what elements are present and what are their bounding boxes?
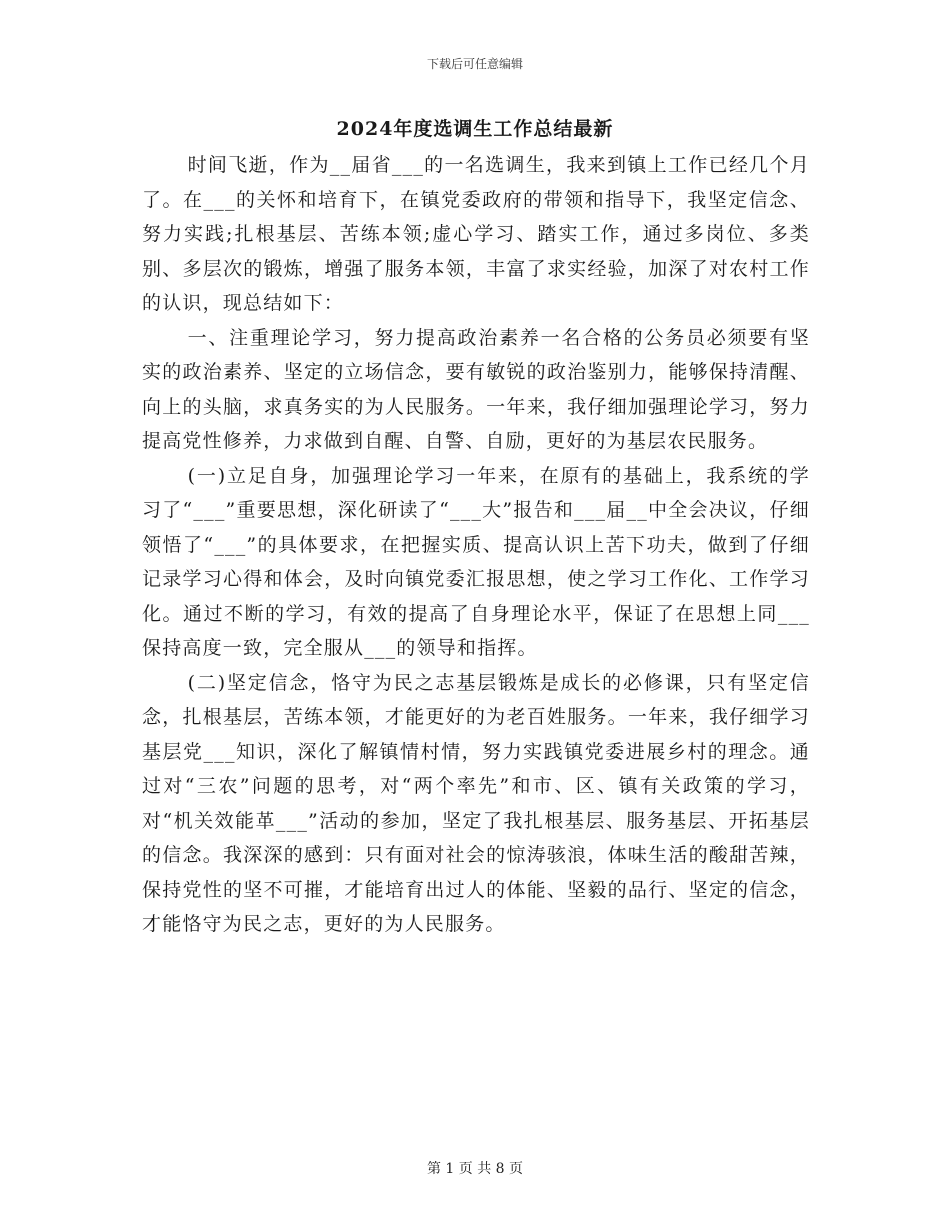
paragraph-subsection-1: (一)立足自身，加强理论学习一年来，在原有的基础上，我系统的学习了“___”重要思想，深化研读了“___大”报告和___届__中全会决议，仔细领悟了“___”的具体要求，在把握实质、提高认识上苦下功夫，做到了仔细记录学习心得和体会，及时向镇党委汇报思想，使之学习工作化、工作学习化。通过不断的学习，有效的提高了自身理论水平，保证了在思想上同___保持高度一致，完全服从___的领导和指挥。 <box>142 464 810 659</box>
page-footer: 第 1 页 共 8 页 <box>426 1161 524 1177</box>
header-note: 下载后可任意编辑 <box>426 57 523 71</box>
document-body <box>142 148 810 942</box>
paragraph-subsection-2: (二)坚定信念，恪守为民之志基层锻炼是成长的必修课，只有坚定信念，扎根基层，苦练本领，才能更好的为老百姓服务。一年来，我仔细学习基层党___知识，深化了解镇情村情，努力实践镇党委进展乡村的理念。通过对“三农”问题的思考，对“两个率先”和市、区、镇有关政策的学习，对“机关效能革___”活动的参加，坚定了我扎根基层、服务基层、开拓基层的信念。我深深的感到：只有面对社会的惊涛骇浪，体味生活的酸甜苦辣，保持党性的坚不可摧，才能培育出过人的体能、坚毅的品行、坚定的信念，才能恪守为民之志，更好的为人民服务。 <box>142 671 810 935</box>
paragraph-section-1: 一、注重理论学习，努力提高政治素养一名合格的公务员必须要有坚实的政治素养、坚定的立场信念，要有敏锐的政治鉴别力，能够保持清醒、向上的头脑，求真务实的为人民服务。一年来，我仔细加强理论学习，努力提高党性修养，力求做到自醒、自警、自励，更好的为基层农民服务。 <box>142 326 810 452</box>
paragraph-intro: 时间飞逝，作为__届省___的一名选调生，我来到镇上工作已经几个月了。在___的关怀和培育下，在镇党委政府的带领和指导下，我坚定信念、努力实践;扎根基层、苦练本领;虚心学习、踏实工作，通过多岗位、多类别、多层次的锻炼，增强了服务本领，丰富了求实经验，加深了对农村工作的认识，现总结如下： <box>142 154 810 314</box>
document-title: 2024年度选调生工作总结最新 <box>336 118 614 140</box>
